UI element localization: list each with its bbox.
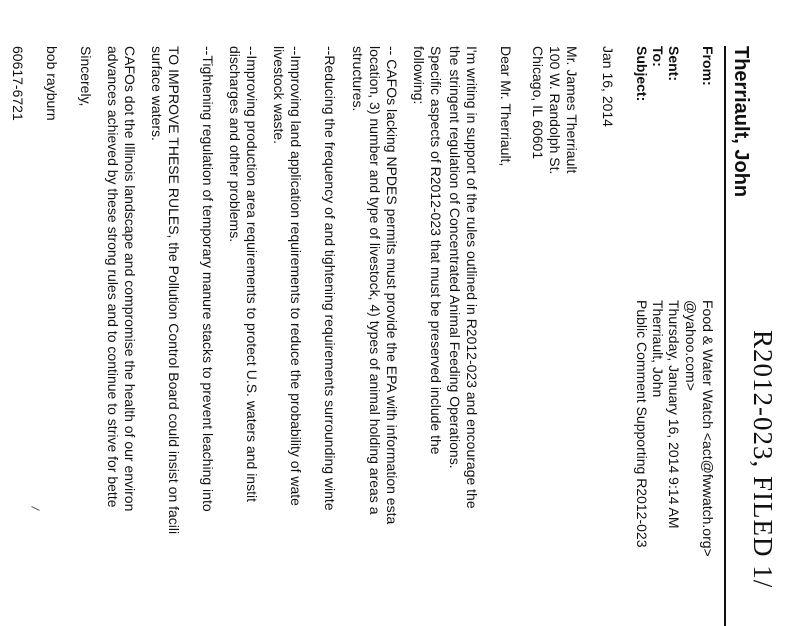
- letter-date: Jan 16, 2014: [600, 46, 616, 127]
- sent-value: Thursday, January 16, 2014 9:14 AM: [666, 300, 682, 529]
- sender-name: Therriault, John: [730, 46, 752, 198]
- paragraph-line: structures.: [350, 46, 366, 112]
- paragraph-line: livestock waste.: [271, 46, 287, 145]
- sent-label: Sent:: [666, 46, 682, 81]
- paragraph-line: I'm writing in support of the rules outlined in R2012-023 and encourage the: [464, 46, 480, 509]
- bullet-winter: [321, 46, 338, 511]
- address-line: Chicago, IL 60601: [530, 46, 546, 160]
- paragraph-line: --Reducing the frequency of and tightening requirements surrounding winte: [322, 46, 338, 511]
- bullet-production-area: [226, 46, 260, 502]
- bullet-land-application: [270, 46, 304, 506]
- improve-paragraph: [148, 46, 182, 534]
- from-value-line2: @yahoo.com>: [683, 300, 699, 391]
- filing-stamp: R2012-023, FILED 1/: [748, 330, 778, 589]
- subject-label: Subject:: [634, 46, 650, 102]
- scan-speck: [31, 506, 40, 511]
- paragraph-line: --Improving land application requirements to reduce the probability of wate: [288, 46, 304, 506]
- address-line: Mr. James Therriault: [564, 46, 580, 174]
- from-label: From:: [700, 46, 716, 86]
- paragraph-line: the stringent regulation of Concentrated Animal Feeding Operations.: [447, 46, 463, 469]
- paragraph-line: TO IMPROVE THESE RULES, the Pollution Control Board could insist on facili: [166, 46, 182, 535]
- signature: bob rayburn: [44, 46, 60, 121]
- from-value: Food & Water Watch <act@fwwatch.org>: [700, 300, 716, 557]
- bullet-manure-stacks: [199, 46, 216, 512]
- to-value: Therriault, John: [650, 300, 666, 398]
- paragraph-line: CAFOs dot the Illinois landscape and compromise the health of our environ: [122, 46, 138, 512]
- paragraph-line: --Tightening regulation of temporary manure stacks to prevent leaching into: [200, 46, 216, 512]
- address-block: [529, 46, 580, 174]
- address-line: 100 W. Randolph St.: [547, 46, 563, 175]
- paragraph-line: location, 3) number and type of livestock, 4) types of animal holding areas a: [367, 46, 383, 515]
- bullet-npdes: [349, 46, 400, 524]
- subject-value: Public Comment Supporting R2012-023: [634, 300, 650, 548]
- aspects-paragraph: [410, 46, 444, 455]
- intro-paragraph: [446, 46, 480, 509]
- paragraph-line: Specific aspects of R2012-023 that must be preserved include the: [428, 46, 444, 455]
- to-label: To:: [650, 46, 666, 67]
- paragraph-line: --Improving production area requirements to protect U.S. waters and instit: [244, 46, 260, 502]
- paragraph-line: advances achieved by these strong rules and to continue to strive for bette: [105, 46, 121, 508]
- paragraph-line: -- CAFOs lacking NPDES permits must provide the EPA with information esta: [384, 46, 400, 525]
- paragraph-line: surface waters.: [149, 46, 165, 141]
- salutation: Dear Mr. Therriault,: [498, 46, 514, 167]
- header-rule: [724, 46, 726, 626]
- paragraph-line: discharges and other problems.: [227, 46, 243, 243]
- zip-code: 60617-6721: [10, 46, 26, 121]
- signoff: Sincerely,: [78, 46, 94, 107]
- paragraph-line: following:: [411, 46, 427, 105]
- closing-paragraph: [104, 46, 138, 511]
